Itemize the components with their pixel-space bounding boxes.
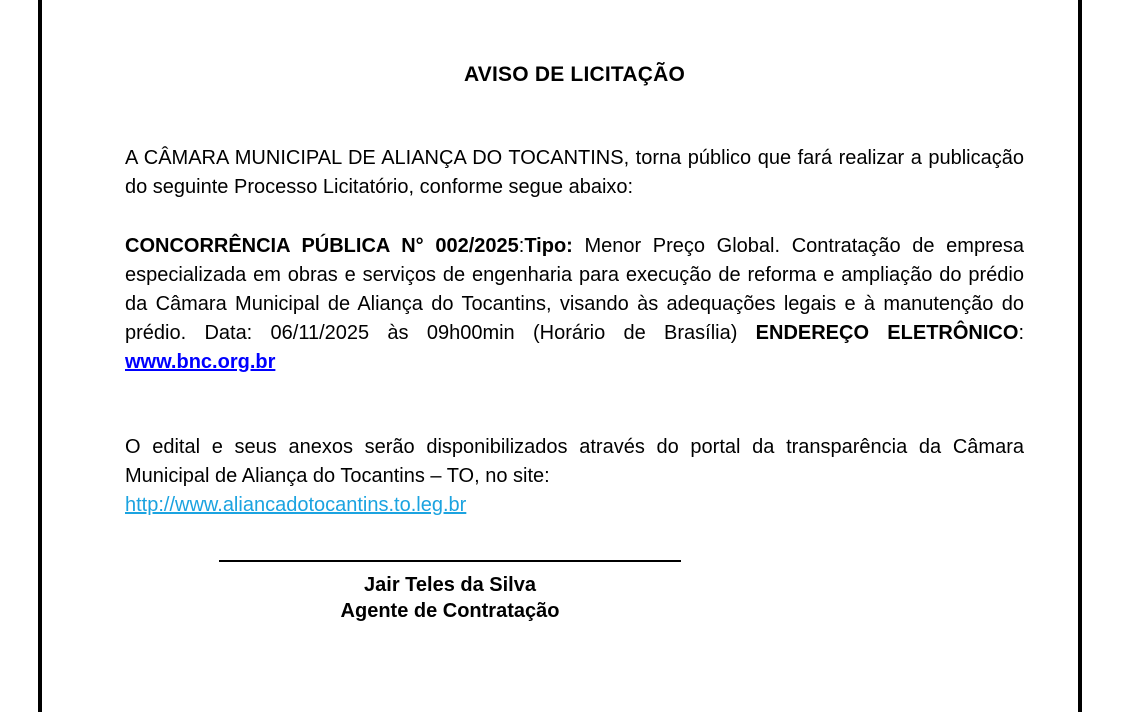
closing-link-line [125, 491, 1024, 520]
signature-rule [219, 560, 681, 562]
closing-text: O edital e seus anexos serão disponibilizados através do portal da transparência da Câmara Municipal de Aliança do Tocantins – TO, no site: [125, 436, 1024, 488]
signature-block [218, 560, 682, 624]
tender-description: Menor Preço Global. Contratação de empresa especializada em obras e serviços de engenharia para execução de reforma e ampliação do prédio da Câmara Municipal de Aliança do Tocantins, visando às adequações legais e à manutenção do prédio. Data: 06/11/2025 às 09h00min (Horário de Brasília) [125, 235, 1024, 345]
signatory-name: Jair Teles da Silva [364, 574, 536, 596]
page-border-left-rule [38, 0, 42, 712]
signatory-role: Agente de Contratação [340, 600, 560, 622]
page-title: AVISO DE LICITAÇÃO [464, 63, 685, 86]
tipo-label: Tipo: [524, 235, 573, 258]
main-paragraph [125, 232, 1024, 377]
endereco-colon: : [1018, 322, 1024, 345]
endereco-eletronico-label: ENDEREÇO ELETRÔNICO [755, 322, 1019, 345]
bnc-portal-link[interactable]: www.bnc.org.br [125, 351, 276, 374]
intro-paragraph: A CÂMARA MUNICIPAL DE ALIANÇA DO TOCANTINS, torna público que fará realizar a publicação do seguinte Processo Licitatório, conforme segue abaixo: [125, 147, 1024, 199]
transparency-portal-link[interactable]: http://www.aliancadotocantins.to.leg.br [125, 494, 467, 517]
tender-heading: CONCORRÊNCIA PÚBLICA N° 002/2025 [125, 235, 519, 258]
heading-colon: : [518, 235, 525, 258]
page-border-right-rule [1078, 0, 1082, 712]
closing-paragraph [125, 433, 1024, 491]
